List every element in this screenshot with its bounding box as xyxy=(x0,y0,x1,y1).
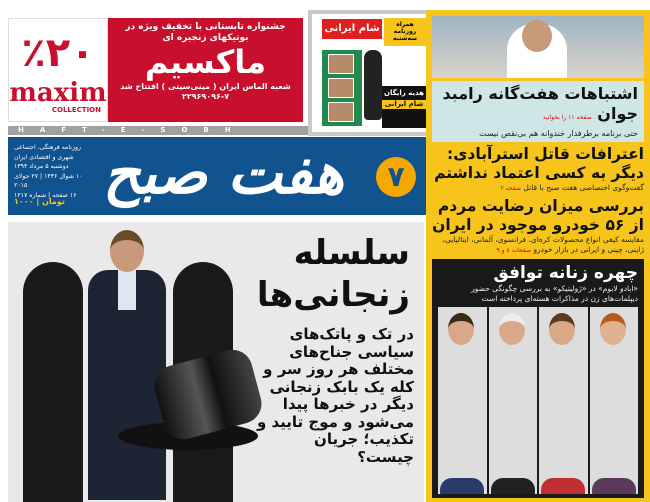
diplomat-photo xyxy=(539,307,588,494)
page-ref: صفحه ۱۱ را بخوانید xyxy=(542,114,592,121)
feature-subtitle: حتی برنامه برطرفدار خندوانه هم بی‌نقص نیست xyxy=(479,129,638,138)
story-subtitle: گفت‌وگوی اختصاصی هفت صبح با قاتل xyxy=(523,183,644,192)
insert-title: شام ایرانی xyxy=(322,19,382,39)
story-confession[interactable] xyxy=(432,145,644,194)
face-photo xyxy=(328,78,354,98)
gift-name: شام ایرانی xyxy=(382,100,426,109)
feature-photo xyxy=(432,16,644,78)
insert-gift-badge xyxy=(382,86,426,128)
ad-tagline: جشنواره تابستانی با تخفیف ویژه در بوتیکهای زنجیره ای xyxy=(125,22,286,43)
ad-branch: شعبه الماس ایران ( مینی‌سیتی ) افتتاح شد xyxy=(120,82,291,91)
masthead xyxy=(8,137,426,215)
insert-badge: همراه روزنامه سه‌شنبه xyxy=(384,18,426,46)
insert-chef-photo xyxy=(364,50,382,120)
diplomat-photo xyxy=(438,307,487,494)
page-ref: صفحه ۲ xyxy=(500,185,522,192)
ad-banner[interactable] xyxy=(108,18,303,122)
insert-photo-panel xyxy=(322,50,362,126)
newspaper-logo: هفت صبح xyxy=(103,139,345,207)
feature-caption[interactable] xyxy=(432,81,644,142)
story-subtitle: «ابادو لابوم» در «ژولیتیکو» به بررسی چگونگی حضور دیپلمات‌های زن در مذاکرات هسته‌ای پرداخته است xyxy=(471,284,638,303)
ad-logo-fa: ماکسیم xyxy=(144,43,267,81)
ad-collection: COLLECTION xyxy=(51,106,101,114)
info-line: شهری و اقتصادی ایران xyxy=(14,153,74,161)
story-headline: بررسی میزان رضایت مردم از ۵۶ خودرو موجود در ایران xyxy=(432,197,644,234)
lead-story[interactable] xyxy=(8,222,424,502)
ad-phone: ۲۲۹۶۹۰۹۶-۷ xyxy=(181,92,230,101)
story-headline: چهره زنانه توافق xyxy=(493,263,638,283)
face-photo xyxy=(328,102,354,122)
masthead-strip: HAFT-E-SOBH xyxy=(8,126,308,135)
info-line: روزنامه فرهنگی، اجتماعی xyxy=(14,144,81,151)
diplomat-photo xyxy=(590,307,639,494)
info-line: دوشنبه ۵ مرداد ۱۳۹۴ xyxy=(14,163,69,170)
feature-headline: اشتباهات هفت‌گانه رامبد جوان xyxy=(442,84,638,123)
silhouette-figure xyxy=(23,262,83,502)
masthead-info xyxy=(14,143,96,200)
price: ۱۰۰۰ | تومان xyxy=(14,197,65,206)
gift-label: هدیه رایگان xyxy=(384,89,424,97)
right-column xyxy=(426,10,650,502)
magazine-insert[interactable] xyxy=(308,10,430,136)
lead-photo-person xyxy=(88,230,166,500)
logo-number: ۷ xyxy=(376,157,416,197)
face-photo xyxy=(328,54,354,74)
info-line: ۱۶ صفحه | شماره ۱۲۱۷ xyxy=(14,191,77,199)
story-cars[interactable] xyxy=(432,197,644,256)
diplomats-photos xyxy=(438,307,638,494)
story-women-diplomats[interactable] xyxy=(432,259,644,498)
story-headline: اعترافات قاتل استرآبادی: دیگر به کسی اعتماد نداشتم xyxy=(434,145,644,182)
story-subtitle: مقایسه کیفی انواع محصولات کره‌ای، فرانسوی، آلمانی، ایتالیایی، ژاپنی، چینی و ایرانی در بازار خودرو xyxy=(442,235,644,254)
page-ref: صفحات ۸ و ۹ xyxy=(496,247,532,254)
lead-summary: در تک و پاتک‌های سیاسی جناح‌های مختلف هر روز سر و کله یک بابک زنجانی دیگر در خبرها پیدا می‌شود و موج تایید و تکذیب؛ جریان چیست؟ xyxy=(256,325,414,466)
lead-headline: سلسله زنجانی‌ها xyxy=(256,233,410,315)
ad-percent: ٪۲۰ xyxy=(21,30,95,76)
diplomat-photo xyxy=(489,307,538,494)
ad-discount-panel xyxy=(8,18,108,122)
ad-brand-logo: maxim xyxy=(9,78,107,108)
info-line: ۱۰ شوال ۱۴۳۶ | ۲۷ جولای ۲۰۱۵ xyxy=(14,172,83,189)
